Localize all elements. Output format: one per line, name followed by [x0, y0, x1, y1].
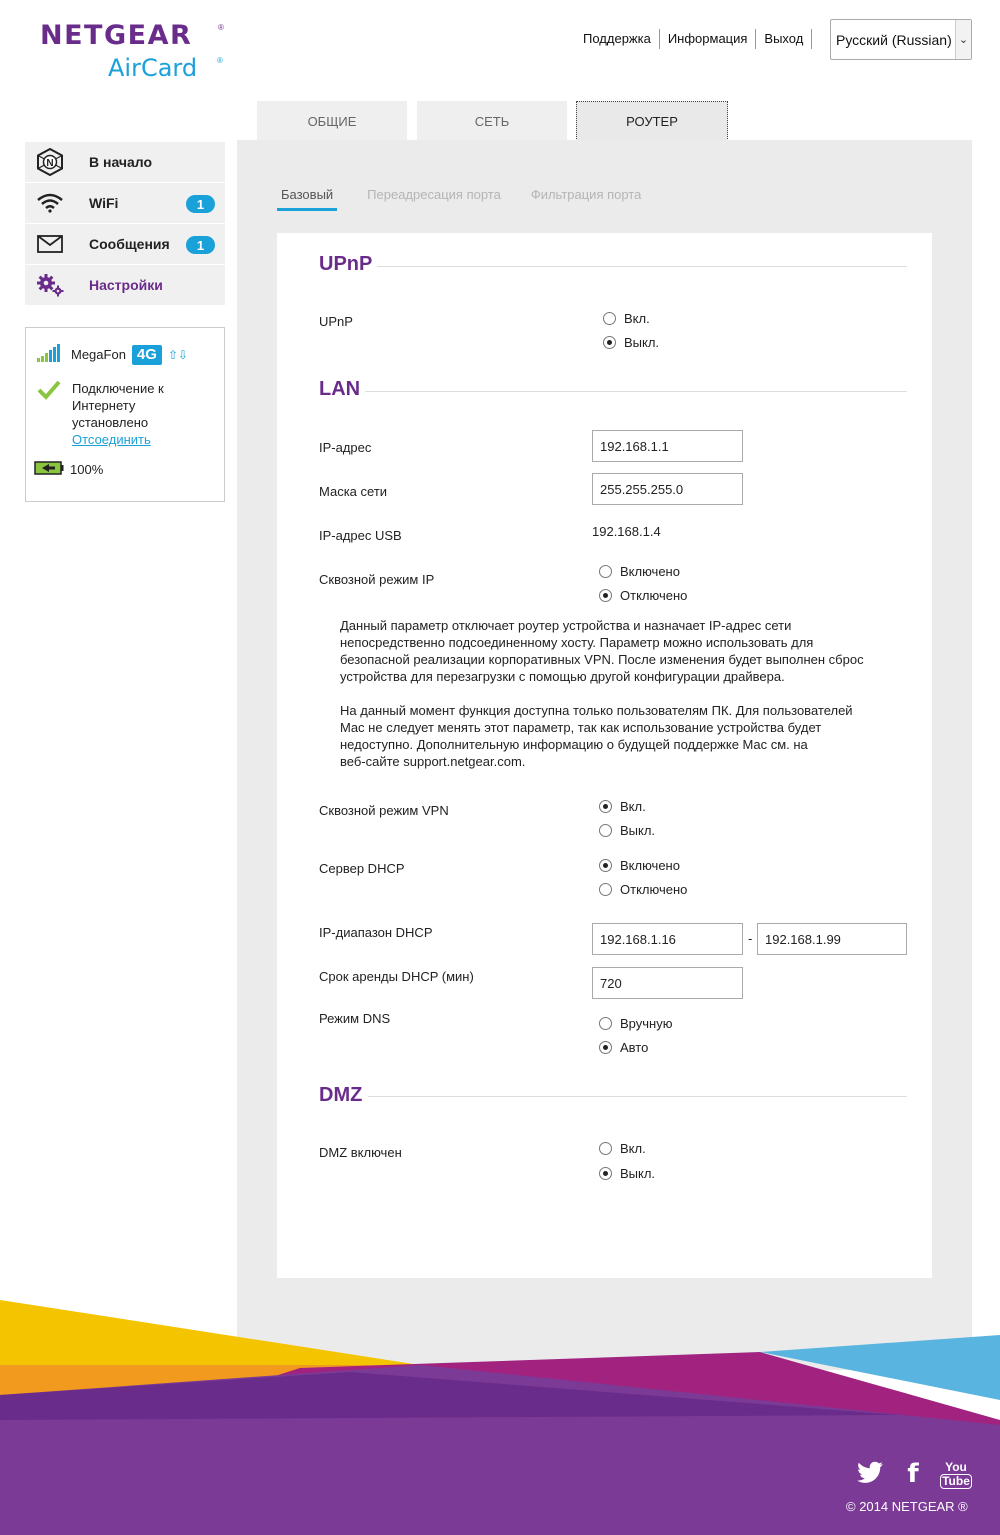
logout-link[interactable]: Выход — [764, 31, 804, 46]
sidebar-item-messages[interactable] — [25, 224, 225, 265]
info-link[interactable]: Информация — [667, 31, 748, 46]
subnet-mask-label: Маска сети — [319, 484, 388, 499]
messages-count-badge: 1 — [186, 236, 215, 254]
dhcp-server-on-radio[interactable] — [599, 859, 612, 872]
youtube-icon-top: You — [945, 1460, 967, 1474]
subnet-mask-input[interactable]: 255.255.255.0 — [592, 473, 743, 505]
sidebar-item-label: Сообщения — [89, 236, 170, 252]
option-label: Вкл. — [620, 799, 646, 814]
dmz-off-option[interactable] — [599, 1166, 655, 1181]
sidebar-item-wifi[interactable] — [25, 183, 225, 224]
dmz-on-radio[interactable] — [599, 1142, 612, 1155]
wifi-icon — [25, 193, 75, 213]
option-label: Вкл. — [624, 311, 650, 326]
router-subtabs — [277, 187, 671, 211]
description-line: недоступно. Дополнительную информацию о будущей поддержке Mac см. на — [340, 737, 808, 752]
option-label: Выкл. — [620, 823, 656, 838]
description-line: Данный параметр отключает роутер устройства и назначает IP-адрес сети — [340, 618, 792, 633]
youtube-icon-bottom: Tube — [942, 1474, 970, 1488]
envelope-icon — [25, 235, 75, 253]
sidebar-item-home[interactable] — [25, 142, 225, 183]
top-links — [575, 30, 812, 48]
description-line: веб-сайте support.netgear.com. — [340, 754, 526, 769]
battery-level: 100% — [70, 462, 104, 477]
tab-network[interactable]: СЕТЬ — [417, 101, 567, 141]
description-line: устройства для перезагрузки с помощью другой конфигурации драйвера. — [340, 669, 785, 684]
dhcp-range-end-input[interactable]: 192.168.1.99 — [757, 923, 907, 955]
twitter-icon[interactable] — [856, 1461, 884, 1485]
subtab-basic[interactable]: Базовый — [277, 187, 337, 211]
ip-passthrough-off-radio[interactable] — [599, 589, 612, 602]
sidebar-item-settings[interactable] — [25, 265, 225, 306]
dmz-off-radio[interactable] — [599, 1167, 612, 1180]
dns-mode-label: Режим DNS — [319, 1011, 391, 1026]
sidebar-item-label: Настройки — [89, 277, 163, 293]
upnp-section-title: UPnP — [319, 253, 373, 275]
subtab-port-filtering[interactable]: Фильтрация порта — [530, 187, 642, 202]
tab-general[interactable]: ОБЩИЕ — [257, 101, 407, 141]
dhcp-server-off-option[interactable] — [599, 882, 687, 897]
dhcp-server-on-option[interactable] — [599, 858, 680, 873]
logo-brand: NETGEAR — [40, 20, 193, 51]
netgear-aircard-logo — [40, 20, 230, 90]
dns-auto-radio[interactable] — [599, 1041, 612, 1054]
ip-passthrough-label: Сквозной режим IP — [319, 572, 435, 587]
dmz-on-option[interactable] — [599, 1141, 646, 1156]
connection-status-text — [72, 380, 182, 448]
option-label: Выкл. — [624, 335, 660, 350]
option-label: Отключено — [620, 588, 688, 603]
carrier-row — [37, 344, 188, 365]
upnp-label: UPnP — [319, 314, 353, 329]
vpn-passthrough-off-radio[interactable] — [599, 824, 612, 837]
upnp-off-option[interactable] — [603, 335, 659, 350]
battery-charging-icon — [34, 461, 64, 478]
carrier-name: MegaFon — [71, 347, 126, 362]
gears-icon — [25, 273, 75, 297]
description-line: непосредственно подсоединенному хосту. Параметр можно использовать для — [340, 635, 814, 650]
logo-product-reg-mark: ® — [217, 56, 223, 65]
upnp-on-option[interactable] — [603, 311, 650, 326]
link-divider — [811, 29, 812, 49]
option-label: Отключено — [620, 882, 688, 897]
option-label: Выкл. — [620, 1166, 656, 1181]
mac-notice-description — [340, 702, 885, 770]
vpn-passthrough-off-option[interactable] — [599, 823, 655, 838]
option-label: Авто — [620, 1040, 649, 1055]
dhcp-range-start-input[interactable]: 192.168.1.16 — [592, 923, 743, 955]
youtube-icon[interactable] — [942, 1460, 970, 1490]
description-line: безопасной реализации корпоративных VPN. После изменения будет выполнен сброс — [340, 652, 864, 667]
dhcp-server-off-radio[interactable] — [599, 883, 612, 896]
connection-row — [37, 380, 182, 448]
connection-line: Интернету — [72, 398, 136, 413]
logo-product: AirCard — [108, 54, 198, 82]
dns-auto-option[interactable] — [599, 1040, 648, 1055]
checkmark-icon — [37, 380, 61, 448]
vpn-passthrough-on-option[interactable] — [599, 799, 646, 814]
settings-form — [277, 233, 932, 1278]
dhcp-range-label: IP-диапазон DHCP — [319, 925, 433, 940]
usb-ip-label: IP-адрес USB — [319, 528, 402, 543]
dhcp-lease-input[interactable]: 720 — [592, 967, 743, 999]
svg-text:N: N — [46, 158, 54, 169]
dmz-enabled-label: DMZ включен — [319, 1145, 402, 1160]
netgear-home-icon — [25, 148, 75, 176]
lan-section-title: LAN — [319, 378, 361, 400]
dhcp-range-separator: - — [748, 931, 753, 946]
ip-passthrough-off-option[interactable] — [599, 588, 687, 603]
connection-line: Подключение к — [72, 381, 164, 396]
upnp-on-radio[interactable] — [603, 312, 616, 325]
description-line: На данный момент функция доступна только пользователям ПК. Для пользователей — [340, 703, 853, 718]
section-divider — [377, 266, 907, 267]
disconnect-link[interactable]: Отсоединить — [72, 432, 151, 447]
option-label: Включено — [620, 858, 680, 873]
ip-passthrough-on-option[interactable] — [599, 564, 680, 579]
usb-ip-value: 192.168.1.4 — [592, 524, 661, 539]
language-select-value: Русский (Russian) — [836, 31, 952, 48]
vpn-passthrough-on-radio[interactable] — [599, 800, 612, 813]
sidebar-item-label: В начало — [89, 154, 153, 170]
ip-address-label: IP-адрес — [319, 440, 372, 455]
sidebar-item-label: WiFi — [89, 195, 119, 211]
sidebar-nav — [25, 142, 225, 306]
section-divider — [368, 1096, 907, 1097]
chevron-down-icon[interactable]: ⌄ — [955, 20, 971, 59]
subtab-port-forwarding[interactable]: Переадресация порта — [367, 187, 501, 202]
section-divider — [365, 391, 907, 392]
support-link[interactable]: Поддержка — [583, 31, 651, 46]
ip-address-input[interactable]: 192.168.1.1 — [592, 430, 743, 462]
ip-passthrough-description — [340, 617, 885, 685]
option-label: Вручную — [620, 1016, 673, 1031]
router-settings-panel — [237, 140, 972, 1370]
wifi-count-badge: 1 — [186, 195, 215, 213]
dmz-section-title: DMZ — [319, 1084, 363, 1106]
option-label: Включено — [620, 564, 680, 579]
upnp-off-radio[interactable] — [603, 336, 616, 349]
data-transfer-icon: ⇧⇩ — [167, 347, 189, 362]
copyright-text: © 2014 NETGEAR ® — [846, 1499, 968, 1514]
connection-line: установлено — [72, 415, 149, 430]
ip-passthrough-on-radio[interactable] — [599, 565, 612, 578]
logo-reg-mark: ® — [218, 23, 224, 32]
dhcp-lease-label: Срок аренды DHCP (мин) — [319, 969, 474, 984]
description-line: Mac не следует менять этот параметр, так как использование устройства будет — [340, 720, 822, 735]
option-label: Вкл. — [620, 1141, 646, 1156]
battery-row — [34, 461, 103, 478]
tab-router[interactable]: РОУТЕР — [576, 101, 728, 141]
dns-manual-radio[interactable] — [599, 1017, 612, 1030]
network-type-badge: 4G — [132, 345, 162, 365]
connection-status-panel — [25, 327, 225, 502]
dns-manual-option[interactable] — [599, 1016, 672, 1031]
dhcp-server-label: Сервер DHCP — [319, 861, 405, 876]
facebook-icon[interactable]: f — [907, 1459, 919, 1489]
signal-strength-icon — [37, 344, 61, 365]
vpn-passthrough-label: Сквозной режим VPN — [319, 803, 449, 818]
language-select[interactable] — [830, 19, 972, 60]
